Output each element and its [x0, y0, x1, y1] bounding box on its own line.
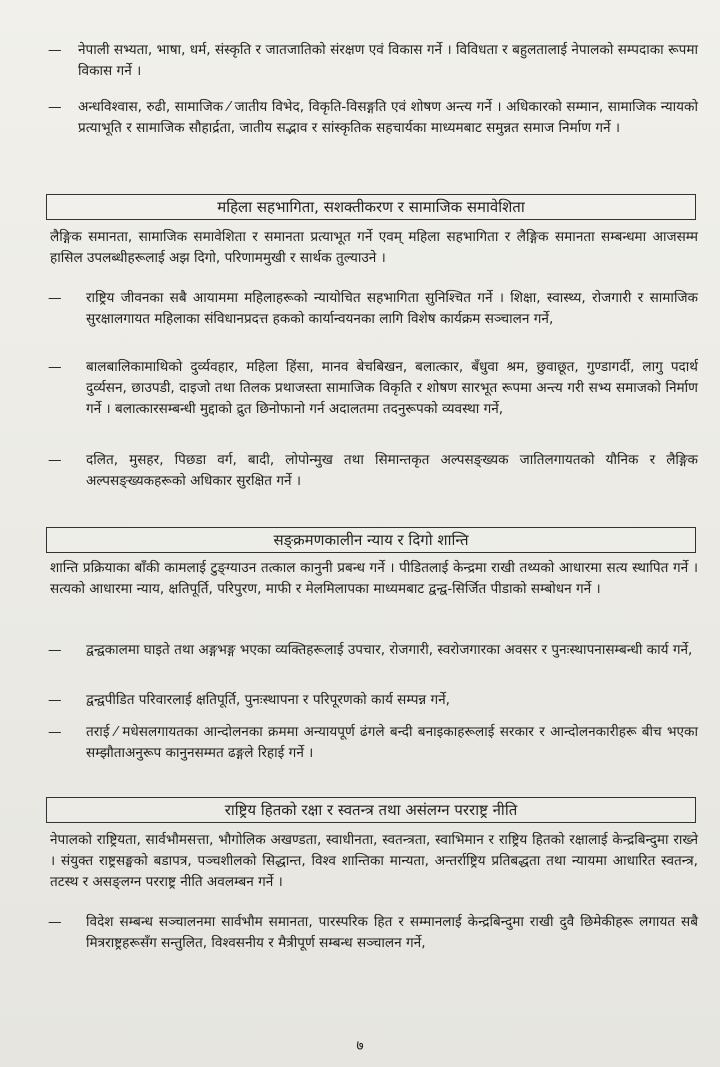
dash-bullet: —	[48, 42, 62, 58]
list-item	[48, 640, 698, 661]
list-item-text: नेपाली सभ्यता, भाषा, धर्म, संस्कृति र जातजातिको संरक्षण एवं विकास गर्ने । विविधता र बहुलतालाई नेपालको सम्पदाका रूपमा विकास गर्ने ।	[78, 42, 698, 79]
section-intro: लैङ्गिक समानता, सामाजिक समावेशिता र समानता प्रत्याभूत गर्ने एवम् महिला सहभागिता र लैङ्गिक समानता सम्बन्धमा आजसम्म हासिल उपलब्धीहरूलाई अझ दिगो, परिणाममुखी र सार्थक तुल्याउने ।	[50, 229, 698, 266]
list-item-text: तराई ⁄ मधेसलगायतका आन्दोलनका क्रममा अन्यायपूर्ण ढंगले बन्दी बनाइकाहरूलाई सरकार र आन्दोलनकारीहरू बीच भएका सम्झौताअनुरूप कानुनसम्मत ढङ्गले रिहाई गर्ने ।	[86, 724, 698, 761]
dash-bullet: —	[48, 642, 62, 658]
dash-bullet: —	[48, 290, 62, 306]
dash-bullet: —	[48, 914, 62, 930]
dash-bullet: —	[48, 99, 62, 115]
dash-bullet: —	[48, 724, 62, 740]
list-item-text: द्वन्द्वकालमा घाइते तथा अङ्गभङ्ग भएका व्यक्तिहरूलाई उपचार, रोजगारी, स्वरोजगारका अवसर र पुनःस्थापनासम्बन्धी कार्य गर्ने,	[86, 642, 693, 658]
list-item-text: बालबालिकामाथिको दुर्व्यवहार, महिला हिंसा, मानव बेचबिखन, बलात्कार, बँधुवा श्रम, छुवाछूत, गुण्डागर्दी, लागु पदार्थ दुर्व्यसन, छाउपडी, दाइजो तथा तिलक प्रथाजस्ता सामाजिक विकृति र शोषण सारभूत रूपमा अन्त्य गरी सभ्य समाजको निर्माण गर्ने । बलात्कारसम्बन्धी मुद्दाको द्रुत छिनोफानो गर्न अदालतमा तदनुरूपको व्यवस्था गर्ने,	[86, 359, 698, 417]
dash-bullet: —	[48, 452, 62, 468]
section-intro: नेपालको राष्ट्रियता, सार्वभौमसत्ता, भौगोलिक अखण्डता, स्वाधीनता, स्वतन्त्रता, स्वाभिमान र राष्ट्रिय हितको रक्षालाई केन्द्रबिन्दुमा राख्ने । संयुक्त राष्ट्रसङ्घको बडापत्र, पञ्चशीलको सिद्धान्त, विश्व शान्तिका मान्यता, अन्तर्राष्ट्रिय प्रतिबद्धता तथा न्यायमा आधारित स्वतन्त्र, तटस्थ र असङ्लग्न परराष्ट्र नीति अवलम्बन गर्ने ।	[50, 832, 698, 890]
list-item	[48, 357, 698, 420]
page-number: ७	[356, 1038, 364, 1054]
list-item-text: दलित, मुसहर, पिछडा वर्ग, बादी, लोपोन्मुख तथा सिमान्तकृत अल्पसङ्ख्यक जातिलगायतको यौनिक र लैङ्गिक अल्पसङ्ख्यकहरूको अधिकार सुरक्षित गर्ने ।	[86, 452, 698, 489]
list-item	[48, 912, 698, 954]
list-item	[48, 40, 698, 82]
list-item	[48, 690, 698, 711]
list-item	[48, 450, 698, 492]
section-heading: राष्ट्रिय हितको रक्षा र स्वतन्त्र तथा असंलग्न परराष्ट्र नीति	[46, 797, 696, 823]
section-intro: शान्ति प्रक्रियाका बाँकी कामलाई टुङ्ग्याउन तत्काल कानुनी प्रबन्ध गर्ने । पीडितलाई केन्द्रमा राखी तथ्यको आधारमा सत्य स्थापित गर्ने । सत्यको आधारमा न्याय, क्षतिपूर्ति, परिपुरण, माफी र मेलमिलापका माध्यमबाट द्वन्द्व-सिर्जित पीडाको सम्बोधन गर्ने ।	[50, 560, 698, 597]
list-item-text: अन्धविश्वास, रुढी, सामाजिक ⁄ जातीय विभेद, विकृति-विसङ्गति एवं शोषण अन्त्य गर्ने । अधिकारको सम्मान, सामाजिक न्यायको प्रत्याभूति र सामाजिक सौहार्द्रता, जातीय सद्भाव र सांस्कृतिक सहचार्यका माध्यमबाट समुन्नत समाज निर्माण गर्ने ।	[78, 99, 698, 136]
section-heading: सङ्क्रमणकालीन न्याय र दिगो शान्ति	[46, 527, 696, 553]
list-item	[48, 722, 698, 764]
list-item	[48, 97, 698, 139]
section-heading: महिला सहभागिता, सशक्तीकरण र सामाजिक समावेशिता	[46, 194, 696, 220]
dash-bullet: —	[48, 692, 62, 708]
list-item-text: द्वन्द्वपीडित परिवारलाई क्षतिपूर्ति, पुनःस्थापना र परिपूरणको कार्य सम्पन्न गर्ने,	[86, 692, 451, 708]
list-item-text: राष्ट्रिय जीवनका सबै आयाममा महिलाहरूको न्यायोचित सहभागिता सुनिश्चित गर्ने । शिक्षा, स्वास्थ्य, रोजगारी र सामाजिक सुरक्षालगायत महिलाका संविधानप्रदत्त हकको कार्यान्वयनका लागि विशेष कार्यक्रम सञ्चालन गर्ने,	[86, 290, 698, 327]
list-item-text: विदेश सम्बन्ध सञ्चालनमा सार्वभौम समानता, पारस्परिक हित र सम्मानलाई केन्द्रबिन्दुमा राखी दुवै छिमेकीहरू लगायत सबै मित्रराष्ट्रहरूसँग सन्तुलित, विश्वसनीय र मैत्रीपूर्ण सम्बन्ध सञ्चालन गर्ने,	[86, 914, 698, 951]
list-item	[48, 288, 698, 330]
dash-bullet: —	[48, 359, 62, 375]
